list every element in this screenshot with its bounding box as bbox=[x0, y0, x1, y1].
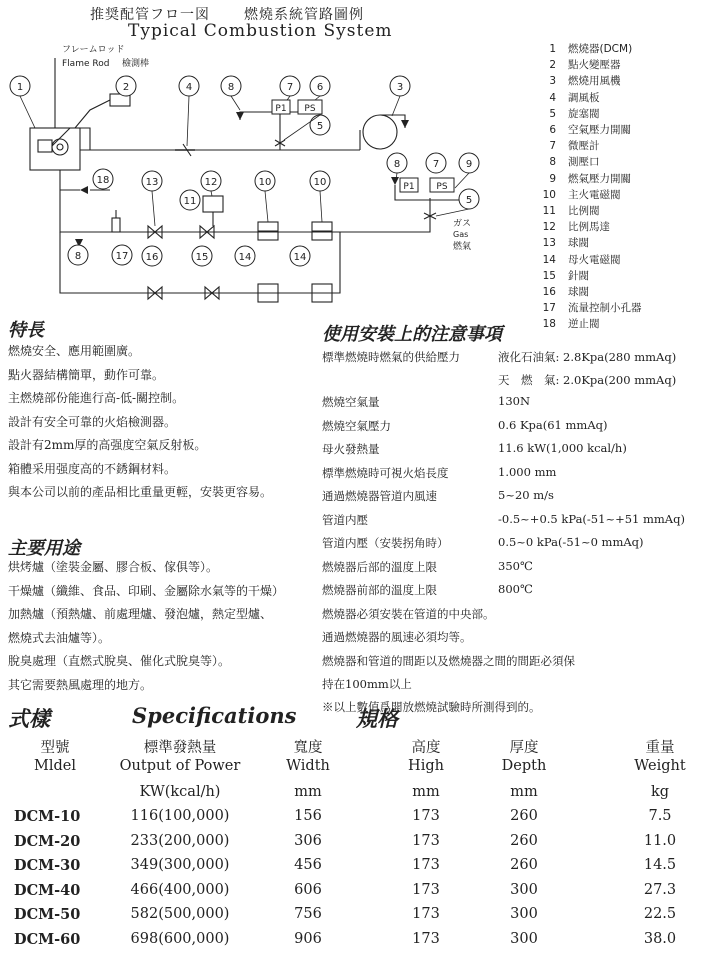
spec-units bbox=[0, 784, 720, 807]
title-jp-2: 燃燒系統管路圖例 bbox=[244, 7, 364, 23]
legend-label: 母火電磁閥 bbox=[568, 253, 621, 266]
legend-label: 調風板 bbox=[568, 91, 600, 104]
node-5b: 5 bbox=[465, 195, 473, 206]
notes-title: 使用安裝上的注意事項 bbox=[322, 324, 502, 345]
fan-icon bbox=[363, 115, 397, 149]
legend-number: 8 bbox=[549, 156, 556, 169]
note-value: 0.6 Kpa(61 mmAq) bbox=[498, 417, 608, 432]
legend-item bbox=[530, 252, 642, 268]
note-text: 通過燃燒器的風速必須均等。 bbox=[322, 630, 472, 645]
node-5: 5 bbox=[316, 121, 324, 132]
title-en: Typical Combustion System bbox=[128, 21, 393, 41]
supply-ng: 天 燃 氣: 2.0Kpa(200 mmAq) bbox=[498, 373, 677, 387]
spec-cell: 厚度 bbox=[509, 740, 539, 756]
legend-number: 17 bbox=[542, 302, 556, 315]
note-value: -0.5~+0.5 kPa(-51~+51 mmAq) bbox=[498, 511, 685, 526]
node-8b: 8 bbox=[393, 159, 401, 170]
node-9: 9 bbox=[465, 159, 473, 170]
note-key: 燃燒器后部的溫度上限 bbox=[322, 559, 437, 574]
legend-item bbox=[530, 219, 642, 235]
legend-number: 6 bbox=[549, 124, 556, 137]
note-key: 母火發熱量 bbox=[322, 442, 380, 456]
piping-diagram bbox=[0, 40, 520, 305]
node-18: 18 bbox=[96, 175, 110, 186]
spec-cell: 7.5 bbox=[648, 808, 672, 824]
spec-cell: DCM-30 bbox=[14, 857, 81, 874]
spec-cell: 300 bbox=[510, 906, 538, 922]
note-key: 管道内壓（安裝拐角時） bbox=[322, 536, 449, 550]
feature-item: 與本公司以前的產品相比重量更輕，安裝更容易。 bbox=[8, 485, 273, 499]
legend-label: 點火變壓器 bbox=[568, 59, 621, 72]
legend-number: 4 bbox=[549, 91, 556, 104]
note-text: 燃燒器必須安裝在管道的中央部。 bbox=[322, 607, 495, 621]
spec-cell: DCM-60 bbox=[14, 930, 81, 948]
flame-rod-zh: 檢測棒 bbox=[122, 59, 150, 69]
spec-cell: 高度 bbox=[411, 740, 441, 756]
spec-cell: 260 bbox=[510, 832, 538, 849]
spec-cell: 260 bbox=[510, 857, 538, 873]
spec-cell: 300 bbox=[510, 881, 538, 898]
spec-cell: 22.5 bbox=[643, 906, 677, 922]
gas-label-zh: 燃氣 bbox=[453, 242, 472, 252]
legend-number: 7 bbox=[549, 140, 556, 153]
pressure-gauge-p1: P1 bbox=[275, 104, 287, 114]
spec-cell: DCM-40 bbox=[14, 881, 81, 899]
legend-label: 流量控制小孔器 bbox=[568, 302, 642, 315]
spec-cell: 11.0 bbox=[643, 832, 677, 849]
note-key: 管道内壓 bbox=[322, 512, 368, 527]
spec-cell: 173 bbox=[412, 930, 440, 947]
spec-header-zh bbox=[0, 736, 720, 759]
legend-item bbox=[530, 122, 642, 138]
legend-label: 主火電磁閥 bbox=[568, 188, 621, 201]
legend-label: 逆止閥 bbox=[568, 318, 600, 331]
spec-cell: Mldel bbox=[34, 758, 76, 774]
legend-label: 球閥 bbox=[568, 237, 589, 250]
spec-cell: 173 bbox=[412, 808, 440, 824]
legend-label: 燃燒器(DCM) bbox=[568, 43, 633, 55]
node-17: 17 bbox=[115, 251, 129, 262]
node-6: 6 bbox=[316, 82, 324, 93]
spec-title-zh2: 規格 bbox=[356, 707, 398, 731]
node-14b: 14 bbox=[293, 252, 307, 263]
legend-item bbox=[530, 171, 642, 187]
note-value: 130N bbox=[498, 394, 531, 408]
note-value: 1.000 mm bbox=[498, 464, 557, 479]
features-title: 特長 bbox=[8, 320, 44, 341]
legend-label: 球閥 bbox=[568, 286, 589, 299]
spec-cell: Width bbox=[286, 758, 330, 774]
legend-label: 旋塞閥 bbox=[568, 107, 600, 120]
legend-label: 比例閥 bbox=[568, 205, 600, 218]
note-value: 11.6 kW(1,000 kcal/h) bbox=[498, 441, 627, 455]
legend-number: 2 bbox=[549, 59, 556, 72]
gas-label-en: Gas bbox=[453, 230, 469, 239]
legend-number: 12 bbox=[542, 221, 556, 234]
application-item: 其它需要熱風處理的地方。 bbox=[8, 677, 153, 692]
note-key: 燃燒器前部的溫度上限 bbox=[322, 583, 437, 597]
spec-cell: DCM-50 bbox=[14, 906, 81, 923]
node-10b: 10 bbox=[313, 177, 327, 188]
note-value: 350℃ bbox=[498, 558, 533, 573]
gas-label-jp: ガス bbox=[453, 219, 472, 229]
feature-item: 點火器結構簡單，動作可靠。 bbox=[8, 367, 165, 382]
node-15: 15 bbox=[195, 252, 209, 263]
spec-cell: High bbox=[408, 758, 444, 774]
note-text: 燃燒器和管道的間距以及燃燒器之間的間距必須保 bbox=[322, 653, 575, 668]
spec-cell: 173 bbox=[412, 881, 440, 898]
legend-number: 18 bbox=[542, 318, 556, 331]
note-text: ※以上數值爲開放燃燒試驗時所測得到的。 bbox=[322, 700, 541, 715]
legend-item bbox=[530, 57, 642, 73]
spec-row bbox=[0, 882, 720, 905]
spec-title-en: Specifications bbox=[132, 703, 297, 728]
feature-item: 燃燒安全、應用範圍廣。 bbox=[8, 344, 141, 358]
legend-item bbox=[530, 203, 642, 219]
note-key: 燃燒空氣壓力 bbox=[322, 418, 391, 433]
pressure-gauge-p1-gas: P1 bbox=[403, 182, 415, 192]
node-13: 13 bbox=[145, 177, 159, 188]
legend-item bbox=[530, 138, 642, 154]
legend-item bbox=[530, 268, 642, 284]
flame-rod-jp: フレームロッド bbox=[62, 45, 125, 55]
legend-item bbox=[530, 300, 642, 316]
legend-item bbox=[530, 73, 642, 89]
spec-cell: KW(kcal/h) bbox=[139, 784, 221, 800]
spec-cell: 698(600,000) bbox=[130, 930, 230, 947]
pressure-switch-ps: PS bbox=[304, 104, 316, 114]
spec-cell: 466(400,000) bbox=[130, 881, 230, 898]
node-3: 3 bbox=[396, 82, 404, 93]
legend-item bbox=[530, 235, 642, 251]
node-1: 1 bbox=[16, 82, 24, 93]
legend-number: 11 bbox=[542, 205, 556, 218]
spec-row bbox=[0, 808, 720, 831]
legend-number: 5 bbox=[549, 107, 556, 120]
spec-header bbox=[0, 703, 720, 733]
spec-cell: 173 bbox=[412, 857, 440, 873]
spec-cell: 標準發熱量 bbox=[143, 740, 217, 756]
spec-row bbox=[0, 857, 720, 880]
node-12: 12 bbox=[204, 177, 218, 188]
spec-cell: 606 bbox=[294, 881, 322, 898]
spec-cell: 38.0 bbox=[643, 930, 677, 947]
legend-item bbox=[530, 284, 642, 300]
legend-item bbox=[530, 90, 642, 106]
flame-rod-en: Flame Rod bbox=[62, 59, 110, 69]
node-11: 11 bbox=[183, 196, 197, 207]
spec-cell: mm bbox=[510, 784, 538, 800]
node-16: 16 bbox=[145, 252, 159, 263]
spec-cell: 寬度 bbox=[293, 740, 323, 756]
spec-cell: mm bbox=[412, 784, 440, 800]
spec-row bbox=[0, 833, 720, 856]
spec-cell: 重量 bbox=[645, 740, 675, 756]
node-14: 14 bbox=[238, 252, 252, 263]
spec-title-zh1: 式樣 bbox=[8, 707, 50, 731]
legend-number: 16 bbox=[542, 286, 556, 299]
legend-number: 9 bbox=[549, 172, 556, 185]
legend-number: 3 bbox=[549, 75, 556, 88]
applications-title: 主要用途 bbox=[8, 538, 80, 559]
supply-lpg: 液化石油氣: 2.8Kpa(280 mmAq) bbox=[498, 350, 677, 364]
note-value: 800℃ bbox=[498, 582, 533, 596]
legend-item bbox=[530, 316, 642, 332]
legend-label: 針閥 bbox=[568, 269, 589, 282]
application-item: 加熱爐（預熱爐、前處理爐、發泡爐，熱定型爐、 bbox=[8, 607, 273, 621]
spec-header-en bbox=[0, 758, 720, 781]
legend-item bbox=[530, 187, 642, 203]
node-8: 8 bbox=[227, 82, 235, 93]
application-item: 干燥爐（纖維、食品、印刷、金屬除水氣等的干燥） bbox=[8, 583, 285, 598]
spec-cell: Output of Power bbox=[119, 758, 241, 774]
note-key: 標準燃燒時可視火焰長度 bbox=[322, 465, 449, 480]
legend-label: 微壓計 bbox=[568, 140, 600, 153]
spec-cell: 456 bbox=[294, 857, 322, 873]
spec-cell: 27.3 bbox=[643, 881, 677, 898]
legend bbox=[530, 41, 642, 333]
feature-item: 設計有2mm厚的高强度空氣反射板。 bbox=[8, 438, 207, 452]
spec-cell: 173 bbox=[412, 906, 440, 922]
note-value: 0.5~0 kPa(-51~0 mmAq) bbox=[498, 535, 644, 549]
feature-item: 設計有安全可靠的火焰檢測器。 bbox=[8, 414, 177, 429]
spec-row bbox=[0, 906, 720, 929]
node-7: 7 bbox=[286, 82, 294, 93]
note-value: 5~20 m/s bbox=[498, 488, 554, 502]
node-7b: 7 bbox=[432, 159, 440, 170]
spec-cell: 173 bbox=[412, 832, 440, 849]
supply-pressure-label: 標準燃燒時燃氣的供給壓力 bbox=[322, 350, 460, 364]
pressure-switch-ps-gas: PS bbox=[436, 182, 448, 192]
applications-list bbox=[8, 556, 284, 697]
spec-cell: 14.5 bbox=[643, 857, 677, 873]
legend-number: 10 bbox=[542, 188, 556, 201]
legend-item bbox=[530, 154, 642, 170]
spec-cell: 116(100,000) bbox=[130, 808, 230, 824]
spec-cell: 156 bbox=[294, 808, 322, 824]
feature-item: 主燃燒部份能進行高-低-關控制。 bbox=[8, 391, 185, 405]
legend-number: 13 bbox=[542, 237, 556, 250]
application-item: 燃燒式去油爐等）。 bbox=[8, 630, 111, 645]
spec-cell: 233(200,000) bbox=[130, 832, 230, 849]
legend-item bbox=[530, 41, 642, 57]
legend-label: 燃燒用風機 bbox=[568, 75, 621, 88]
node-2: 2 bbox=[122, 82, 130, 93]
spec-cell: Weight bbox=[634, 758, 686, 774]
features-list bbox=[8, 340, 272, 505]
node-8c: 8 bbox=[74, 251, 82, 262]
note-text: 持在100mm以上 bbox=[322, 676, 412, 691]
legend-number: 14 bbox=[542, 253, 556, 266]
legend-label: 測壓口 bbox=[568, 156, 600, 169]
node-4: 4 bbox=[185, 82, 193, 93]
note-key: 燃燒空氣量 bbox=[322, 395, 380, 409]
legend-number: 15 bbox=[542, 269, 556, 282]
legend-label: 燃氣壓力開關 bbox=[568, 172, 631, 185]
spec-cell: DCM-20 bbox=[14, 832, 81, 850]
legend-number: 1 bbox=[549, 43, 556, 55]
spec-row bbox=[0, 931, 720, 954]
spec-cell: Depth bbox=[501, 758, 547, 774]
application-item: 脫臭處理（直燃式脫臭、催化式脫臭等）。 bbox=[8, 654, 231, 668]
spec-cell: 260 bbox=[510, 808, 538, 824]
spec-cell: 型號 bbox=[40, 740, 70, 756]
spec-cell: DCM-10 bbox=[14, 808, 81, 825]
spec-cell: 300 bbox=[510, 930, 538, 947]
spec-cell: 582(500,000) bbox=[130, 906, 230, 922]
title-jp-1: 推奨配管フロ一図 bbox=[90, 7, 210, 23]
application-item: 烘烤爐（塗裝金屬、膠合板、傢俱等）。 bbox=[8, 560, 219, 574]
spec-cell: 349(300,000) bbox=[130, 857, 230, 873]
node-10: 10 bbox=[258, 177, 272, 188]
spec-cell: 756 bbox=[294, 906, 322, 922]
legend-item bbox=[530, 106, 642, 122]
spec-cell: kg bbox=[650, 784, 670, 800]
spec-cell: mm bbox=[294, 784, 322, 800]
legend-label: 空氣壓力開關 bbox=[568, 124, 631, 137]
note-key: 通過燃燒器管道内風速 bbox=[322, 489, 437, 503]
legend-label: 比例馬達 bbox=[568, 221, 610, 234]
spec-cell: 906 bbox=[294, 930, 322, 947]
spec-cell: 306 bbox=[294, 832, 322, 849]
feature-item: 箱體采用强度高的不銹鋼材料。 bbox=[8, 461, 177, 476]
